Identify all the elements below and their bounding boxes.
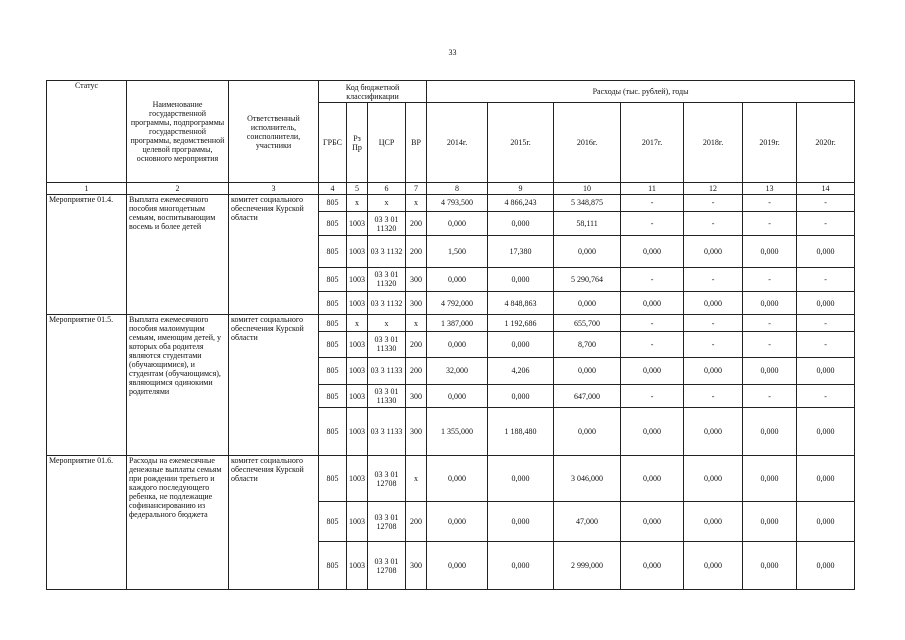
cell-value: - xyxy=(797,267,855,291)
cell-value: 4 866,243 xyxy=(488,195,554,212)
cell-vr: 200 xyxy=(406,502,427,542)
cell-value: 0,000 xyxy=(797,236,855,268)
cell-csr: 03 3 01 12708 xyxy=(368,455,406,501)
cell-value: 0,000 xyxy=(488,502,554,542)
cell-value: 0,000 xyxy=(797,292,855,315)
cell-csr: 03 3 01 12708 xyxy=(368,542,406,590)
cell-value: 0,000 xyxy=(797,455,855,501)
cell-rzpr: х xyxy=(347,315,368,332)
column-index: 1 xyxy=(47,183,127,195)
cell-value: 0,000 xyxy=(743,455,797,501)
cell-value: 5 348,875 xyxy=(554,195,621,212)
cell-value: 8,700 xyxy=(554,332,621,357)
cell-value: 1 355,000 xyxy=(427,408,488,456)
cell-rzpr: 1003 xyxy=(347,211,368,235)
cell-value: 0,000 xyxy=(621,236,684,268)
cell-vr: х xyxy=(406,455,427,501)
header-csr: ЦСР xyxy=(368,103,406,183)
cell-value: 0,000 xyxy=(743,502,797,542)
cell-grbs: 805 xyxy=(319,408,347,456)
cell-csr: 03 3 1132 xyxy=(368,292,406,315)
cell-value: - xyxy=(797,385,855,408)
column-index: 6 xyxy=(368,183,406,195)
cell-value: 0,000 xyxy=(554,357,621,384)
table-row xyxy=(47,315,855,332)
cell-value: 0,000 xyxy=(621,455,684,501)
cell-value: 4 793,500 xyxy=(427,195,488,212)
header-year-2018: 2018г. xyxy=(684,103,743,183)
measure-executor: комитет социального обеспечения Курской области xyxy=(229,315,319,455)
cell-value: 0,000 xyxy=(488,332,554,357)
cell-grbs: 805 xyxy=(319,542,347,590)
cell-csr: 03 3 01 11320 xyxy=(368,211,406,235)
cell-value: - xyxy=(621,332,684,357)
cell-value: - xyxy=(743,267,797,291)
cell-grbs: 805 xyxy=(319,292,347,315)
cell-value: 0,000 xyxy=(797,502,855,542)
cell-grbs: 805 xyxy=(319,502,347,542)
cell-rzpr: 1003 xyxy=(347,408,368,456)
cell-value: 0,000 xyxy=(684,408,743,456)
cell-value: 655,700 xyxy=(554,315,621,332)
cell-vr: 300 xyxy=(406,408,427,456)
cell-vr: 200 xyxy=(406,332,427,357)
cell-grbs: 805 xyxy=(319,357,347,384)
cell-csr: х xyxy=(368,195,406,212)
header-year-2016: 2016г. xyxy=(554,103,621,183)
cell-value: 1 192,686 xyxy=(488,315,554,332)
measure-name: Выплата ежемесячного пособия многодетным семьям, воспитывающим восемь и более детей xyxy=(127,195,229,315)
cell-csr: 03 3 1133 xyxy=(368,408,406,456)
cell-value: 4,206 xyxy=(488,357,554,384)
cell-grbs: 805 xyxy=(319,455,347,501)
cell-value: 0,000 xyxy=(554,292,621,315)
cell-csr: 03 3 01 11330 xyxy=(368,385,406,408)
cell-value: - xyxy=(621,315,684,332)
cell-value: 0,000 xyxy=(621,292,684,315)
table-row xyxy=(47,455,855,501)
cell-value: 0,000 xyxy=(743,236,797,268)
cell-grbs: 805 xyxy=(319,267,347,291)
cell-grbs: 805 xyxy=(319,236,347,268)
cell-value: 0,000 xyxy=(488,542,554,590)
cell-value: - xyxy=(797,211,855,235)
cell-grbs: 805 xyxy=(319,315,347,332)
cell-value: 47,000 xyxy=(554,502,621,542)
cell-value: - xyxy=(621,385,684,408)
cell-value: 0,000 xyxy=(427,542,488,590)
header-rzpr: Рз Пр xyxy=(347,103,368,183)
cell-value: - xyxy=(621,211,684,235)
cell-rzpr: 1003 xyxy=(347,332,368,357)
measure-name: Выплата ежемесячного пособия малоимущим семьям, имеющим детей, у которых оба родителя являются студентами (обучающимися), и студентам (обучающимся), являющимся одинокими родителями xyxy=(127,315,229,455)
table-header xyxy=(47,81,855,195)
cell-csr: 03 3 01 11320 xyxy=(368,267,406,291)
cell-csr: 03 3 01 11330 xyxy=(368,332,406,357)
cell-value: 0,000 xyxy=(684,357,743,384)
cell-rzpr: 1003 xyxy=(347,357,368,384)
column-index: 10 xyxy=(554,183,621,195)
column-index: 5 xyxy=(347,183,368,195)
cell-value: 4 848,863 xyxy=(488,292,554,315)
cell-value: - xyxy=(684,315,743,332)
cell-rzpr: 1003 xyxy=(347,502,368,542)
cell-vr: 300 xyxy=(406,267,427,291)
cell-csr: 03 3 1132 xyxy=(368,236,406,268)
header-year-2020: 2020г. xyxy=(797,103,855,183)
column-index: 14 xyxy=(797,183,855,195)
cell-value: 0,000 xyxy=(427,455,488,501)
cell-value: 1,500 xyxy=(427,236,488,268)
cell-value: - xyxy=(797,315,855,332)
cell-csr: х xyxy=(368,315,406,332)
header-year-2019: 2019г. xyxy=(743,103,797,183)
cell-value: 2 999,000 xyxy=(554,542,621,590)
cell-value: - xyxy=(684,267,743,291)
cell-value: 0,000 xyxy=(621,408,684,456)
cell-value: - xyxy=(743,385,797,408)
cell-grbs: 805 xyxy=(319,195,347,212)
cell-vr: 300 xyxy=(406,542,427,590)
cell-value: 0,000 xyxy=(684,236,743,268)
cell-value: 0,000 xyxy=(743,542,797,590)
cell-value: 0,000 xyxy=(554,236,621,268)
column-index: 2 xyxy=(127,183,229,195)
cell-value: 647,000 xyxy=(554,385,621,408)
header-vr: ВР xyxy=(406,103,427,183)
cell-value: 0,000 xyxy=(427,385,488,408)
header-status: Статус xyxy=(47,81,127,183)
cell-value: 0,000 xyxy=(488,385,554,408)
cell-vr: 300 xyxy=(406,292,427,315)
column-index: 11 xyxy=(621,183,684,195)
cell-value: 0,000 xyxy=(684,292,743,315)
measure-executor: комитет социального обеспечения Курской области xyxy=(229,455,319,589)
header-year-2017: 2017г. xyxy=(621,103,684,183)
column-index: 13 xyxy=(743,183,797,195)
cell-value: 0,000 xyxy=(427,502,488,542)
header-budget-code: Код бюджетной классификации xyxy=(319,81,427,103)
budget-table xyxy=(46,80,855,590)
cell-grbs: 805 xyxy=(319,385,347,408)
cell-value: 5 290,764 xyxy=(554,267,621,291)
table-body xyxy=(47,195,855,590)
cell-value: 0,000 xyxy=(427,267,488,291)
cell-value: - xyxy=(684,195,743,212)
cell-value: - xyxy=(621,267,684,291)
cell-value: 0,000 xyxy=(488,455,554,501)
cell-value: 0,000 xyxy=(797,357,855,384)
cell-value: - xyxy=(621,195,684,212)
header-grbs: ГРБС xyxy=(319,103,347,183)
cell-value: 0,000 xyxy=(797,542,855,590)
cell-rzpr: 1003 xyxy=(347,236,368,268)
column-index-row xyxy=(47,183,855,195)
cell-value: - xyxy=(684,211,743,235)
cell-rzpr: 1003 xyxy=(347,385,368,408)
cell-value: - xyxy=(743,211,797,235)
measure-status: Мероприятие 01.5. xyxy=(47,315,127,455)
measure-name: Расходы на ежемесячные денежные выплаты семьям при рождении третьего и каждого последующего ребенка, не подлежащие софинансированию из федерального бюджета xyxy=(127,455,229,589)
cell-value: 0,000 xyxy=(684,502,743,542)
cell-value: 1 188,480 xyxy=(488,408,554,456)
cell-value: 0,000 xyxy=(621,357,684,384)
cell-vr: 200 xyxy=(406,357,427,384)
cell-value: - xyxy=(743,315,797,332)
cell-value: 0,000 xyxy=(743,357,797,384)
cell-csr: 03 3 1133 xyxy=(368,357,406,384)
table-row xyxy=(47,195,855,212)
cell-value: 0,000 xyxy=(488,211,554,235)
cell-vr: х xyxy=(406,315,427,332)
cell-vr: 300 xyxy=(406,385,427,408)
header-executor: Ответственный исполнитель, соисполнители, участники xyxy=(229,81,319,183)
cell-value: 0,000 xyxy=(621,502,684,542)
header-year-2014: 2014г. xyxy=(427,103,488,183)
cell-rzpr: х xyxy=(347,195,368,212)
cell-value: 0,000 xyxy=(427,332,488,357)
cell-value: 0,000 xyxy=(427,211,488,235)
cell-vr: 200 xyxy=(406,211,427,235)
cell-rzpr: 1003 xyxy=(347,455,368,501)
cell-value: 0,000 xyxy=(684,542,743,590)
cell-value: 0,000 xyxy=(797,408,855,456)
column-index: 8 xyxy=(427,183,488,195)
cell-value: - xyxy=(743,195,797,212)
cell-rzpr: 1003 xyxy=(347,542,368,590)
cell-value: 3 046,000 xyxy=(554,455,621,501)
cell-rzpr: 1003 xyxy=(347,292,368,315)
cell-value: - xyxy=(684,332,743,357)
cell-value: 32,000 xyxy=(427,357,488,384)
column-index: 12 xyxy=(684,183,743,195)
cell-value: 0,000 xyxy=(554,408,621,456)
header-name: Наименование государственной программы, подпрограммы государственной программы, ведомственной целевой программы, основного мероприятия xyxy=(127,81,229,183)
cell-value: 0,000 xyxy=(621,542,684,590)
page-number: 33 xyxy=(448,48,457,57)
cell-value: 0,000 xyxy=(743,292,797,315)
cell-value: - xyxy=(797,332,855,357)
cell-value: - xyxy=(743,332,797,357)
header-year-2015: 2015г. xyxy=(488,103,554,183)
cell-value: 0,000 xyxy=(684,455,743,501)
measure-executor: комитет социального обеспечения Курской области xyxy=(229,195,319,315)
cell-grbs: 805 xyxy=(319,332,347,357)
column-index: 9 xyxy=(488,183,554,195)
cell-value: 17,380 xyxy=(488,236,554,268)
column-index: 4 xyxy=(319,183,347,195)
cell-csr: 03 3 01 12708 xyxy=(368,502,406,542)
cell-value: 1 387,000 xyxy=(427,315,488,332)
cell-value: - xyxy=(684,385,743,408)
column-index: 7 xyxy=(406,183,427,195)
header-expenses: Расходы (тыс. рублей), годы xyxy=(427,81,855,103)
cell-rzpr: 1003 xyxy=(347,267,368,291)
cell-grbs: 805 xyxy=(319,211,347,235)
cell-vr: х xyxy=(406,195,427,212)
cell-value: 4 792,000 xyxy=(427,292,488,315)
measure-status: Мероприятие 01.4. xyxy=(47,195,127,315)
column-index: 3 xyxy=(229,183,319,195)
cell-vr: 200 xyxy=(406,236,427,268)
cell-value: 0,000 xyxy=(743,408,797,456)
measure-status: Мероприятие 01.6. xyxy=(47,455,127,589)
cell-value: 58,111 xyxy=(554,211,621,235)
cell-value: 0,000 xyxy=(488,267,554,291)
cell-value: - xyxy=(797,195,855,212)
